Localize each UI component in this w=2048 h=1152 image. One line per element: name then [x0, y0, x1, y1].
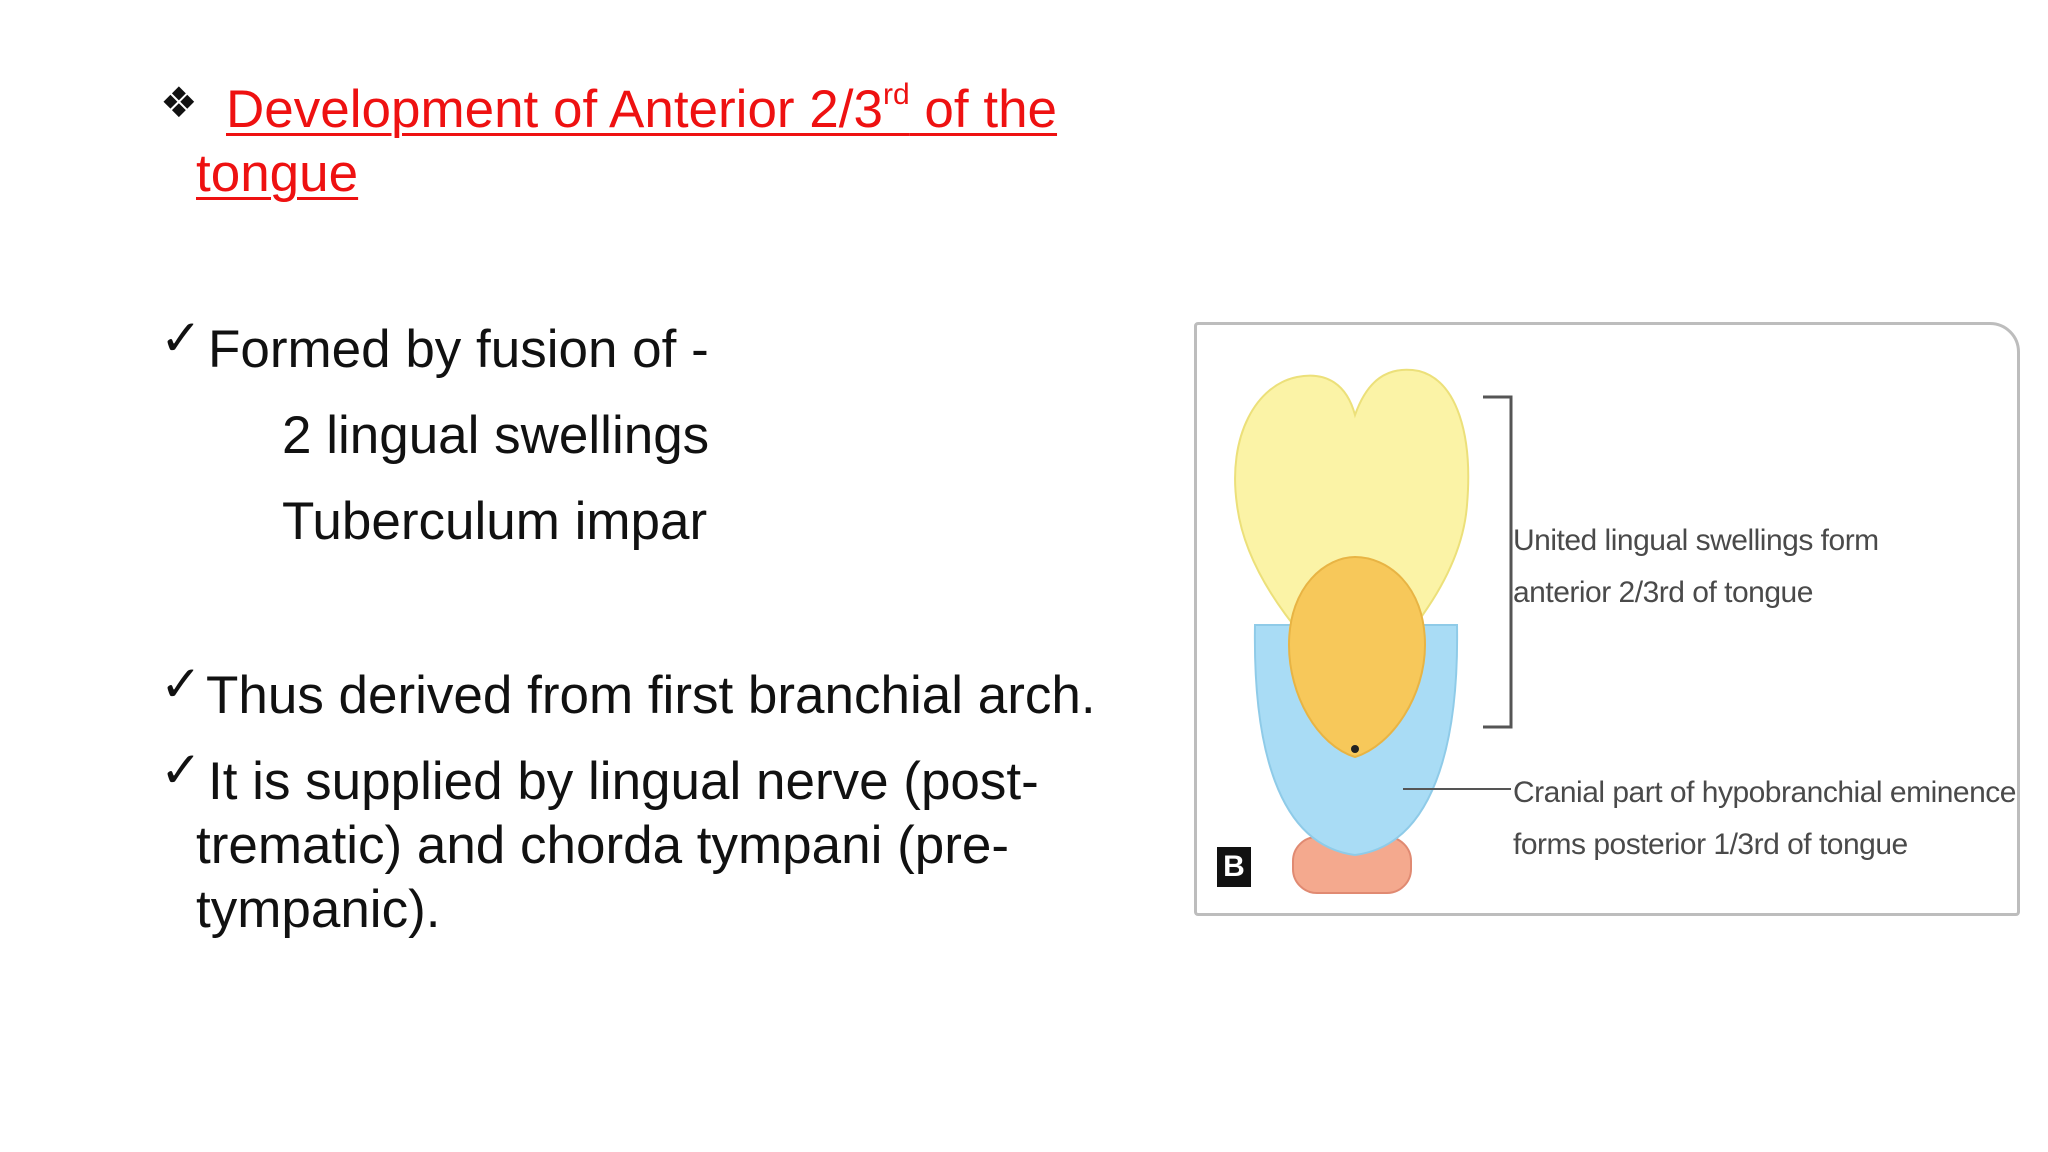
sub-item-tuberculum-impar: Tuberculum impar	[282, 492, 708, 551]
diamond-four-bullet-icon: ❖	[160, 79, 198, 126]
figure-label-upper-1: United lingual swellings form	[1513, 524, 1879, 557]
heading-text: Development of Anterior 2/3	[226, 80, 883, 139]
bullet-formed-by-fusion: Formed by fusion of -	[208, 320, 709, 379]
foramen-cecum-dot	[1351, 745, 1359, 753]
tongue-development-figure	[1194, 322, 2020, 916]
anterior-bracket	[1483, 397, 1511, 727]
bullet-branchial-arch: Thus derived from first branchial arch.	[206, 666, 1096, 725]
heading-line-1	[226, 78, 1057, 142]
bullet-nerve-supply-line-2: trematic) and chorda tympani (pre-	[196, 816, 1009, 875]
figure-label-lower-2: forms posterior 1/3rd of tongue	[1513, 828, 1908, 861]
checkmark-icon: ✓	[160, 310, 202, 366]
checkmark-icon: ✓	[160, 742, 202, 798]
heading-superscript: rd	[883, 78, 910, 112]
bullet-nerve-supply-line-1: It is supplied by lingual nerve (post-	[208, 752, 1039, 811]
figure-label-upper-2: anterior 2/3rd of tongue	[1513, 576, 1813, 609]
figure-label-lower-1: Cranial part of hypobranchial eminence	[1513, 776, 2016, 809]
heading-text-continued: of the	[909, 80, 1058, 139]
figure-panel-letter: B	[1217, 847, 1251, 887]
sub-item-lingual-swellings: 2 lingual swellings	[282, 406, 710, 465]
bullet-nerve-supply-line-3: tympanic).	[196, 880, 441, 939]
heading-line-2: tongue	[196, 144, 359, 203]
checkmark-icon: ✓	[160, 656, 202, 712]
